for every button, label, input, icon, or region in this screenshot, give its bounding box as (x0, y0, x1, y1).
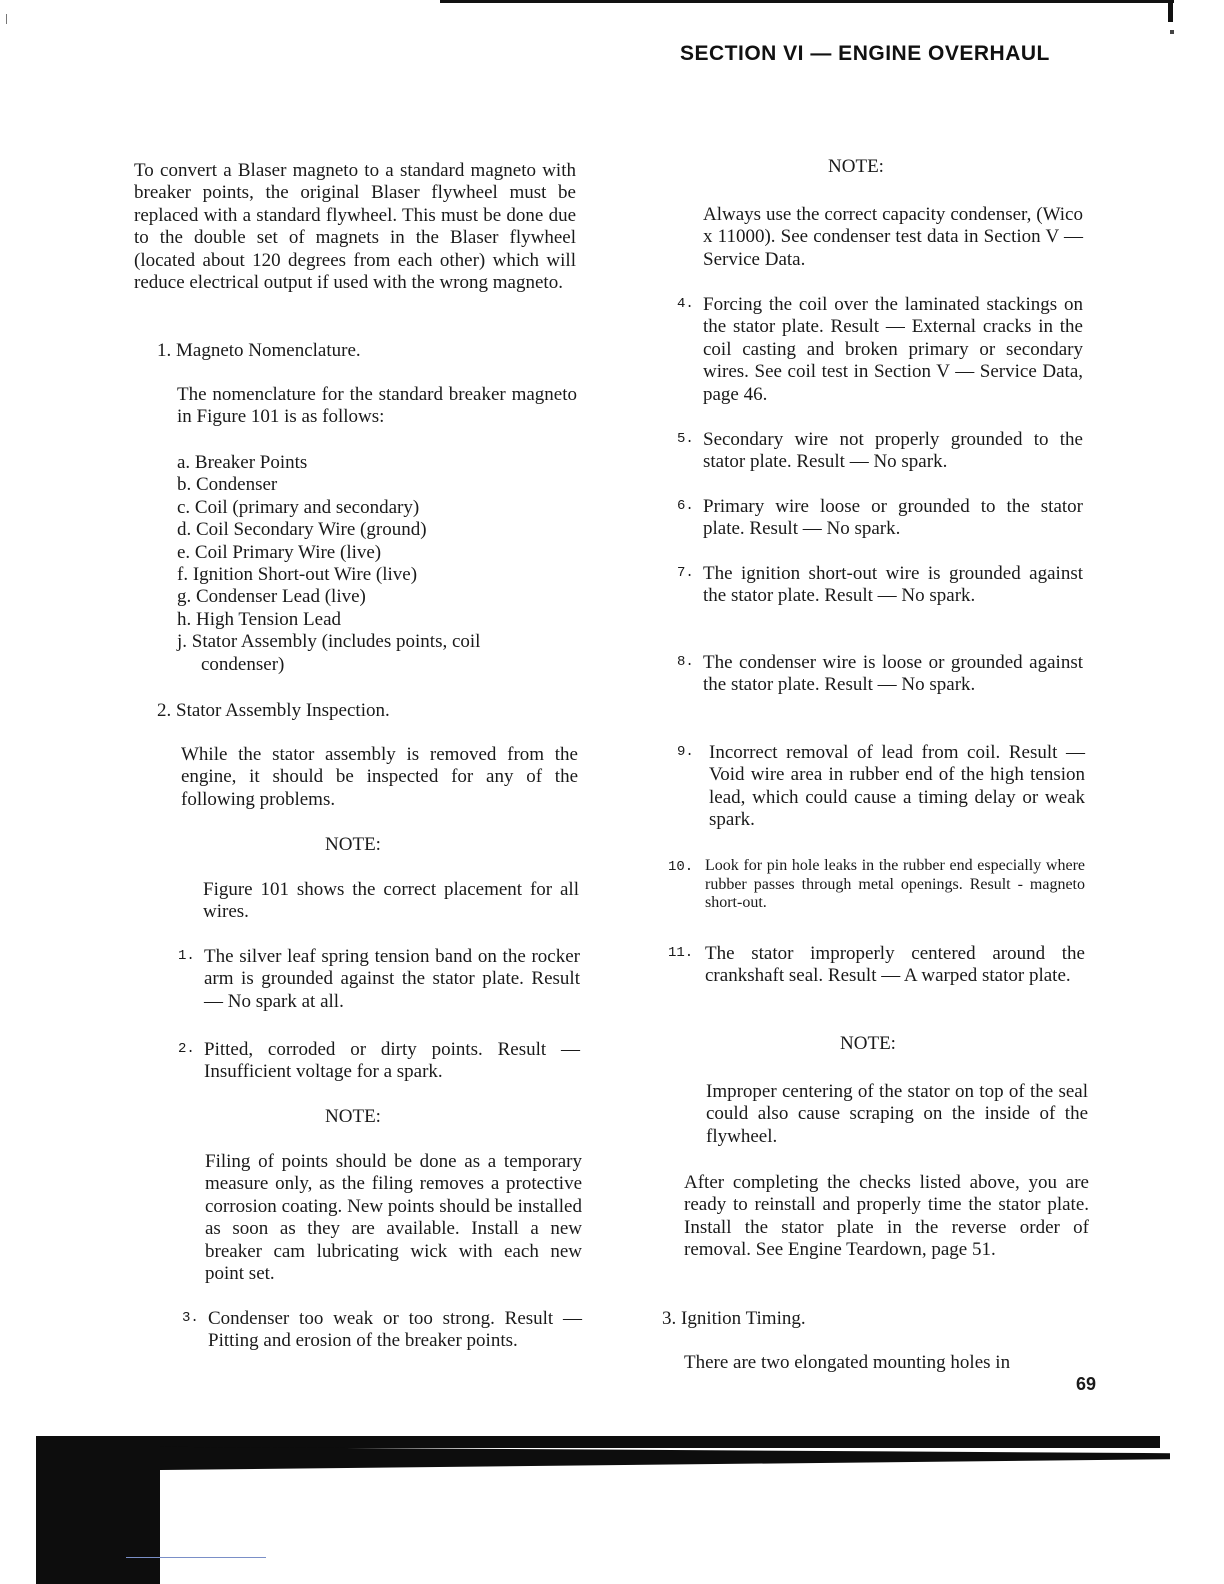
item-number: 5. (677, 431, 694, 447)
item-text: The condenser wire is loose or grounded against the stator plate. Result — No spark. (703, 652, 1083, 696)
item-text: The silver leaf spring tension band on the rocker arm is grounded against the stator plate. Result — No spark at all. (204, 946, 580, 1012)
list-item: g. Condenser Lead (live) (177, 586, 366, 608)
list-item: j. Stator Assembly (includes points, coil (177, 631, 481, 653)
section-header: SECTION VI — ENGINE OVERHAUL (680, 42, 1050, 65)
problem-item-10 (668, 857, 1085, 913)
list-item-continuation: condenser) (201, 653, 285, 675)
list-item: h. High Tension Lead (177, 608, 342, 630)
item-text: The ignition short-out wire is grounded against the stator plate. Result — No spark. (703, 563, 1083, 607)
page-number: 69 (1076, 1374, 1097, 1394)
heading-stator-inspection: 2. Stator Assembly Inspection. (157, 700, 390, 721)
after-checks-paragraph: After completing the checks listed above, you are ready to reinstall and properly time the stator plate. Install the stator plate in the reverse order of removal. See Engine Teardown, page 51. (684, 1172, 1089, 1261)
note-label: NOTE: (840, 1033, 896, 1054)
list-item: c. Coil (primary and secondary) (177, 496, 420, 518)
heading-magneto-nomenclature: 1. Magneto Nomenclature. (157, 340, 361, 361)
list-item: f. Ignition Short-out Wire (live) (177, 564, 418, 586)
nomenclature-list (177, 452, 577, 676)
note-label: NOTE: (828, 156, 884, 177)
item-text: Pitted, corroded or dirty points. Result — Insufficient voltage for a spark. (204, 1039, 580, 1083)
heading-ignition-timing: 3. Ignition Timing. (662, 1308, 806, 1329)
bottom-rule (36, 1436, 1160, 1448)
problem-item-1 (178, 946, 580, 1013)
problem-item-11 (668, 943, 1085, 988)
nomenclature-intro: The nomenclature for the standard breaker magneto in Figure 101 is as follows: (177, 384, 577, 428)
note-text: Improper centering of the stator on top of the seal could also cause scraping on the inside of the flywheel. (706, 1081, 1088, 1147)
problem-item-8 (677, 652, 1083, 697)
closing-line: There are two elongated mounting holes in (684, 1352, 1011, 1373)
intro-paragraph: To convert a Blaser magneto to a standard magneto with breaker points, the original Blaser flywheel must be replaced with a standard flywheel. This must be done due to the double set of magnets in the Blaser flywheel (located about 120 degrees from each other) which will reduce electrical output if used with the wrong magneto. (134, 160, 576, 294)
scan-speck (1170, 30, 1174, 34)
item-number: 9. (677, 744, 694, 760)
problem-item-6 (677, 496, 1083, 541)
item-text: Primary wire loose or grounded to the stator plate. Result — No spark. (703, 496, 1083, 540)
margin-mark (6, 14, 7, 24)
item-text: The stator improperly centered around the crankshaft seal. Result — A warped stator plate. (705, 943, 1085, 987)
item-number: 1. (178, 948, 195, 964)
problem-item-4 (677, 294, 1083, 406)
problem-item-3 (182, 1308, 582, 1353)
list-item: d. Coil Secondary Wire (ground) (177, 519, 427, 541)
note-text: Figure 101 shows the correct placement for all wires. (203, 879, 579, 923)
item-number: 10. (668, 859, 694, 875)
item-text: Incorrect removal of lead from coil. Result — Void wire area in rubber end of the high tension lead, which could cause a timing delay or weak spark. (709, 742, 1085, 831)
binding-shadow (36, 1440, 160, 1584)
top-rule (440, 0, 1174, 3)
note-label: NOTE: (325, 1106, 381, 1127)
item-number: 11. (668, 945, 694, 961)
list-item: e. Coil Primary Wire (live) (177, 541, 382, 563)
problem-item-2 (178, 1039, 580, 1084)
problem-item-9 (677, 742, 1085, 832)
item-text: Look for pin hole leaks in the rubber end especially where rubber passes through metal openings. Result - magneto short-out. (705, 857, 1085, 911)
item-number: 3. (182, 1310, 199, 1326)
problem-item-7 (677, 563, 1083, 608)
item-text: Condenser too weak or too strong. Result — Pitting and erosion of the breaker points. (208, 1308, 582, 1352)
item-text: Forcing the coil over the laminated stackings on the stator plate. Result — External cracks in the coil casting and broken primary or secondary wires. See coil test in Section V — Service Data, page 46. (703, 294, 1083, 405)
inspection-intro: While the stator assembly is removed from the engine, it should be inspected for any of the following problems. (181, 744, 578, 810)
note-label: NOTE: (325, 834, 381, 855)
note-text: Always use the correct capacity condenser, (Wico x 11000). See condenser test data in Section V — Service Data. (703, 204, 1083, 270)
list-item: b. Condenser (177, 474, 278, 496)
top-corner-mark (1168, 0, 1173, 22)
list-item: a. Breaker Points (177, 452, 308, 473)
item-number: 8. (677, 654, 694, 670)
item-number: 6. (677, 498, 694, 514)
item-number: 2. (178, 1041, 195, 1057)
problem-item-5 (677, 429, 1083, 474)
scan-line (126, 1557, 266, 1558)
item-number: 4. (677, 296, 694, 312)
bottom-rule-tapered (36, 1446, 1170, 1470)
note-text: Filing of points should be done as a temporary measure only, as the filing removes a protective corrosion coating. New points should be installed as soon as they are available. Install a new breaker cam lubricating wick with each new point set. (205, 1151, 582, 1285)
item-number: 7. (677, 565, 694, 581)
item-text: Secondary wire not properly grounded to the stator plate. Result — No spark. (703, 429, 1083, 473)
